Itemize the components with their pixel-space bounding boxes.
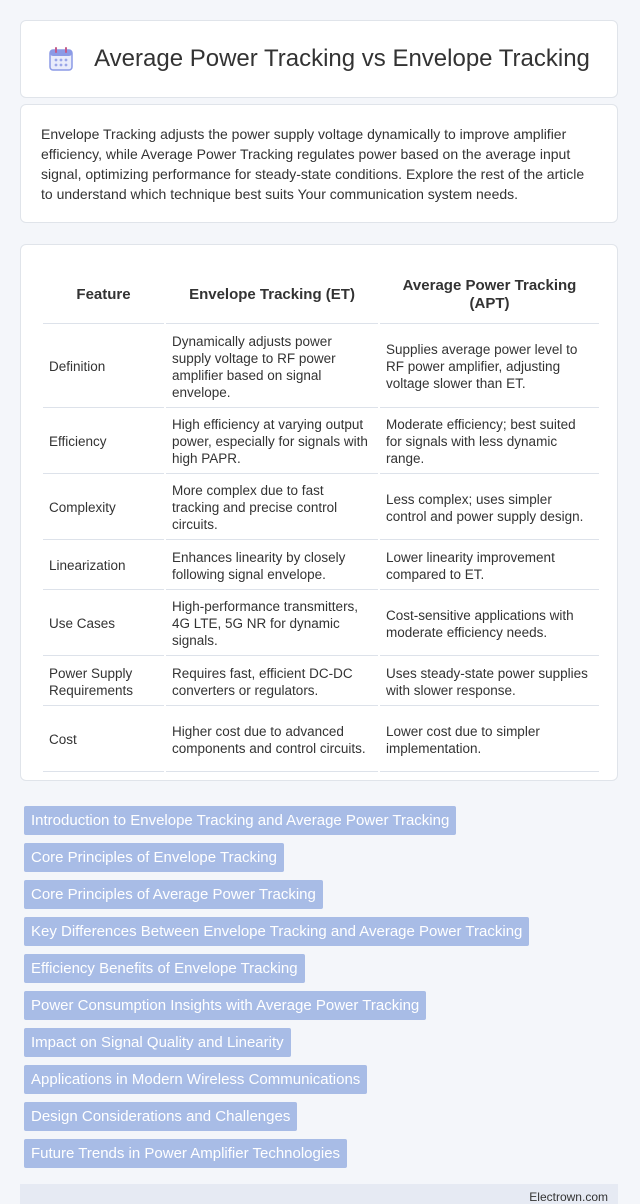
calendar-icon: [48, 46, 74, 72]
cell-feature: Definition: [43, 326, 164, 408]
toc-link[interactable]: Efficiency Benefits of Envelope Tracking: [24, 954, 305, 983]
table-of-contents: [24, 806, 529, 1176]
table-row: [43, 476, 599, 540]
cell-apt: Cost-sensitive applications with moderate efficiency needs.: [380, 592, 599, 656]
cell-feature: Use Cases: [43, 592, 164, 656]
cell-apt: Uses steady-state power supplies with slower response.: [380, 658, 599, 706]
cell-apt: Supplies average power level to RF power amplifier, adjusting voltage slower than ET.: [380, 326, 599, 408]
header-apt: Average Power Tracking (APT): [380, 267, 599, 324]
cell-feature: Complexity: [43, 476, 164, 540]
cell-et: Requires fast, efficient DC-DC converters or regulators.: [166, 658, 378, 706]
intro-text: Envelope Tracking adjusts the power supply voltage dynamically to improve amplifier efficiency, while Average Power Tracking regulates power based on the average input signal, optimizing performance for steady-state conditions. Explore the rest of the article to understand which technique best suits Your communication system needs.: [41, 126, 585, 202]
cell-et: High-performance transmitters, 4G LTE, 5G NR for dynamic signals.: [166, 592, 378, 656]
table-row: [43, 326, 599, 408]
toc-link[interactable]: Design Considerations and Challenges: [24, 1102, 297, 1131]
intro-card: [20, 104, 618, 223]
toc-link[interactable]: Introduction to Envelope Tracking and Average Power Tracking: [24, 806, 456, 835]
cell-et: Enhances linearity by closely following signal envelope.: [166, 542, 378, 590]
cell-feature: Linearization: [43, 542, 164, 590]
toc-link[interactable]: Key Differences Between Envelope Tracking and Average Power Tracking: [24, 917, 529, 946]
table-row: [43, 708, 599, 772]
toc-link[interactable]: Impact on Signal Quality and Linearity: [24, 1028, 291, 1057]
table-header-row: [43, 267, 599, 324]
toc-link[interactable]: Core Principles of Average Power Tracking: [24, 880, 323, 909]
cell-apt: Moderate efficiency; best suited for signals with less dynamic range.: [380, 410, 599, 474]
title-card: [20, 20, 618, 98]
cell-apt: Less complex; uses simpler control and power supply design.: [380, 476, 599, 540]
table-row: [43, 592, 599, 656]
cell-feature: Power Supply Requirements: [43, 658, 164, 706]
footer-brand: Electrown.com: [529, 1190, 608, 1204]
toc-link[interactable]: Power Consumption Insights with Average Power Tracking: [24, 991, 426, 1020]
comparison-table: [41, 265, 601, 774]
header-feature: Feature: [43, 267, 164, 324]
header-et: Envelope Tracking (ET): [166, 267, 378, 324]
table-row: [43, 542, 599, 590]
cell-et: Higher cost due to advanced components and control circuits.: [166, 708, 378, 772]
toc-link[interactable]: Future Trends in Power Amplifier Technologies: [24, 1139, 347, 1168]
cell-et: Dynamically adjusts power supply voltage to RF power amplifier based on signal envelope.: [166, 326, 378, 408]
cell-feature: Efficiency: [43, 410, 164, 474]
cell-et: More complex due to fast tracking and precise control circuits.: [166, 476, 378, 540]
cell-apt: Lower linearity improvement compared to ET.: [380, 542, 599, 590]
table-row: [43, 410, 599, 474]
toc-link[interactable]: Applications in Modern Wireless Communications: [24, 1065, 367, 1094]
toc-link[interactable]: Core Principles of Envelope Tracking: [24, 843, 284, 872]
cell-feature: Cost: [43, 708, 164, 772]
comparison-table-card: [20, 244, 618, 781]
table-row: [43, 658, 599, 706]
footer: [20, 1184, 618, 1204]
page-title: Average Power Tracking vs Envelope Tracking: [94, 45, 590, 72]
cell-apt: Lower cost due to simpler implementation.: [380, 708, 599, 772]
cell-et: High efficiency at varying output power, especially for signals with high PAPR.: [166, 410, 378, 474]
